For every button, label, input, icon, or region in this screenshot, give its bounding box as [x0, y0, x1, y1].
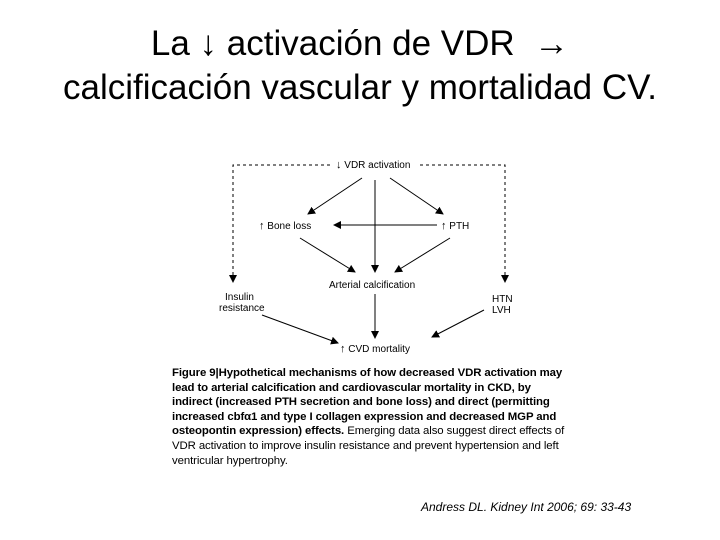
title-line-2: calcificación vascular y mortalidad CV.: [63, 68, 657, 107]
node-cvd-label: CVD mortality: [348, 344, 410, 355]
node-pth: [441, 221, 469, 232]
node-insulin-resistance: [219, 292, 265, 314]
arrow-vdr-pth: [390, 178, 443, 214]
arrow-pth-arterial: [395, 238, 450, 272]
node-bone-loss-label: Bone loss: [267, 221, 312, 232]
citation: Andress DL. Kidney Int 2006; 69: 33-43: [421, 500, 632, 514]
arrow-bone-arterial: [300, 238, 355, 272]
node-vdr-activation: [336, 160, 410, 171]
up-arrow-icon: ↑: [259, 220, 265, 232]
arrow-htn-cvd: [432, 310, 484, 337]
arrow-vdr-bone: [308, 178, 362, 214]
node-cvd-mortality: [340, 344, 410, 355]
arrow-insulin-cvd: [262, 315, 338, 343]
node-vdr-label: VDR activation: [344, 160, 411, 171]
caption-separator: |: [215, 367, 219, 379]
down-arrow-icon: ↓: [336, 159, 342, 171]
node-htn-lvh: [492, 294, 513, 316]
node-arterial-calcification: [329, 280, 415, 291]
node-htn-line2: LVH: [492, 305, 511, 316]
title-prefix: La: [150, 24, 190, 63]
title-mid: activación de VDR: [226, 24, 515, 63]
node-htn-line1: HTN: [492, 294, 513, 305]
up-arrow-icon: ↑: [441, 220, 447, 232]
node-insulin-line1: Insulin: [225, 292, 254, 303]
right-arrow-icon: →: [534, 24, 570, 63]
figure-caption: [172, 366, 572, 468]
node-bone-loss: [259, 221, 311, 232]
node-insulin-line2: resistance: [219, 303, 265, 314]
node-arterial-label: Arterial calcification: [329, 280, 416, 291]
node-pth-label: PTH: [449, 221, 470, 232]
up-arrow-icon: ↑: [340, 343, 346, 355]
caption-bold-text: Hypothetical mechanisms of how decreased VDR activation may lead to arterial calcification and cardiovascular mortality in CKD, by indirect (increased PTH secretion and bone loss) and direct (permitting increased cbfα1 and type I collagen expression and decreased MGP and osteopontin expression) effects.: [172, 367, 563, 438]
caption-label: Figure 9: [172, 367, 216, 379]
caption-normal-text: Emerging data also suggest direct effects of VDR activation to improve insulin resistance and prevent hypertension and left ventricular hypertrophy.: [172, 425, 565, 467]
down-arrow-icon: ↓: [199, 24, 218, 63]
